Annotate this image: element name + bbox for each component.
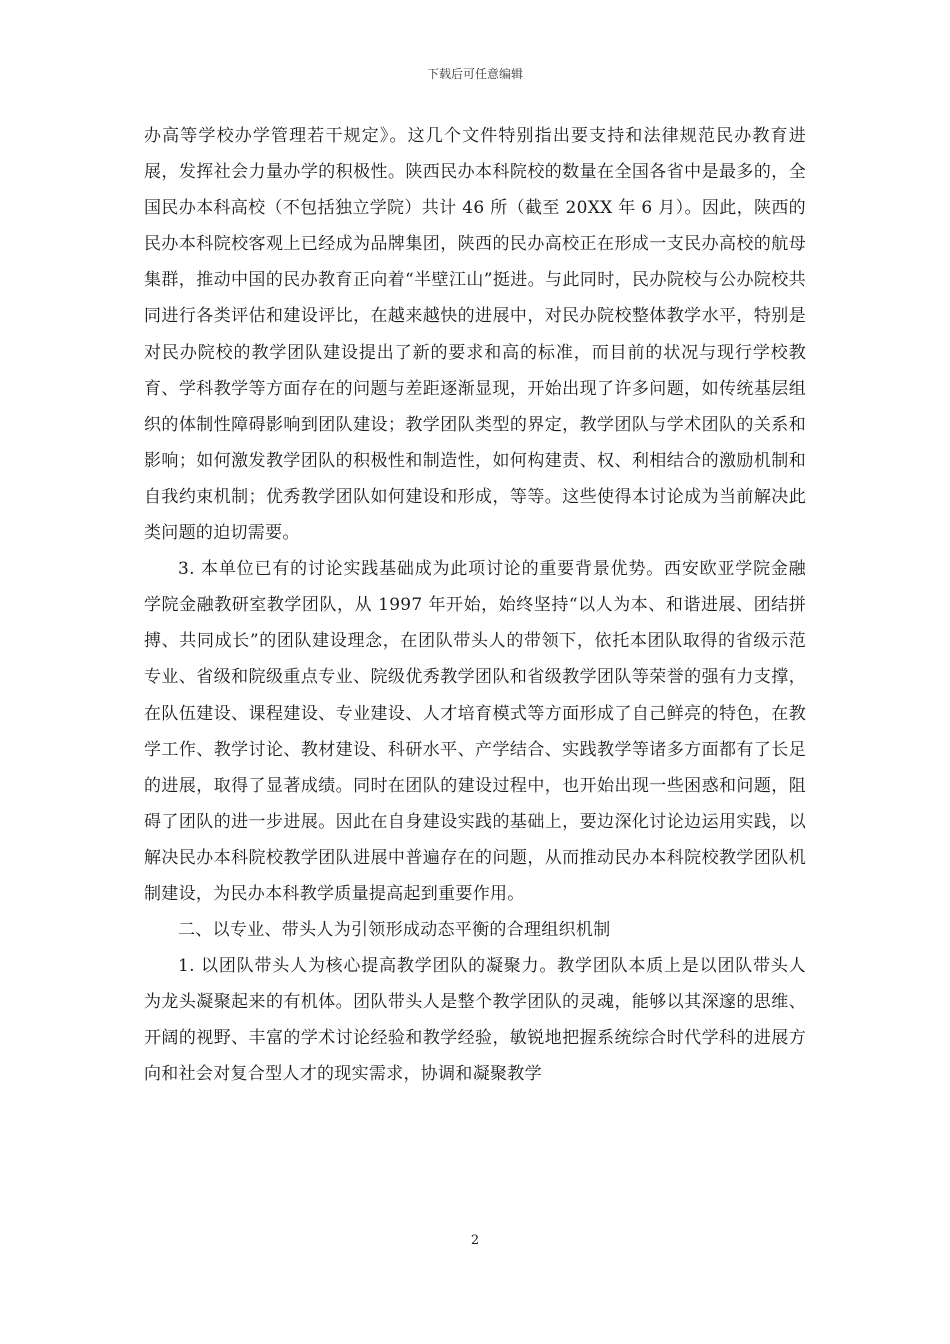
page-number: 2	[470, 1233, 480, 1248]
document-body	[144, 118, 806, 1093]
paragraph-1: 办高等学校办学管理若干规定》。这几个文件特别指出要支持和法律规范民办教育进展，发挥社会力量办学的积极性。陕西民办本科院校的数量在全国各省中是最多的，全国民办本科高校（不包括独立学院）共计 46 所（截至 20XX 年 6 月）。因此，陕西的民办本科院校客观上已经成为品牌集团，陕西的民办高校正在形成一支民办高校的航母集群，推动中国的民办教育正向着“半壁江山”挺进。与此同时，民办院校与公办院校共同进行各类评估和建设评比，在越来越快的进展中，对民办院校整体教学水平，特别是对民办院校的教学团队建设提出了新的要求和高的标准，而目前的状况与现行学校教育、学科教学等方面存在的问题与差距逐渐显现，开始出现了许多问题，如传统基层组织的体制性障碍影响到团队建设；教学团队类型的界定，教学团队与学术团队的关系和影响；如何激发教学团队的积极性和制造性，如何构建责、权、利相结合的激励机制和自我约束机制；优秀教学团队如何建设和形成，等等。这些使得本讨论成为当前解决此类问题的迫切需要。	[144, 126, 806, 544]
paragraph-3: 1. 以团队带头人为核心提高教学团队的凝聚力。教学团队本质上是以团队带头人为龙头凝聚起来的有机体。团队带头人是整个教学团队的灵魂，能够以其深邃的思维、开阔的视野、丰富的学术讨论经验和教学经验，敏锐地把握系统综合时代学科的进展方向和社会对复合型人才的现实需求，协调和凝聚教学	[144, 956, 806, 1085]
section-heading: 二、以专业、带头人为引领形成动态平衡的合理组织机制	[178, 920, 611, 941]
page-header: 下载后可任意编辑	[426, 67, 523, 81]
paragraph-2: 3. 本单位已有的讨论实践基础成为此项讨论的重要背景优势。西安欧亚学院金融学院金融教研室教学团队，从 1997 年开始，始终坚持“以人为本、和谐进展、团结拼搏、共同成长”的团队建设理念，在团队带头人的带领下，依托本团队取得的省级示范专业、省级和院级重点专业、院级优秀教学团队和省级教学团队等荣誉的强有力支撑，在队伍建设、课程建设、专业建设、人才培育模式等方面形成了自己鲜亮的特色，在教学工作、教学讨论、教材建设、科研水平、产学结合、实践教学等诸多方面都有了长足的进展，取得了显著成绩。同时在团队的建设过程中，也开始出现一些困惑和问题，阻碍了团队的进一步进展。因此在自身建设实践的基础上，要边深化讨论边运用实践，以解决民办本科院校教学团队进展中普遍存在的问题，从而推动民办本科院校教学团队机制建设，为民办本科教学质量提高起到重要作用。	[144, 559, 806, 904]
